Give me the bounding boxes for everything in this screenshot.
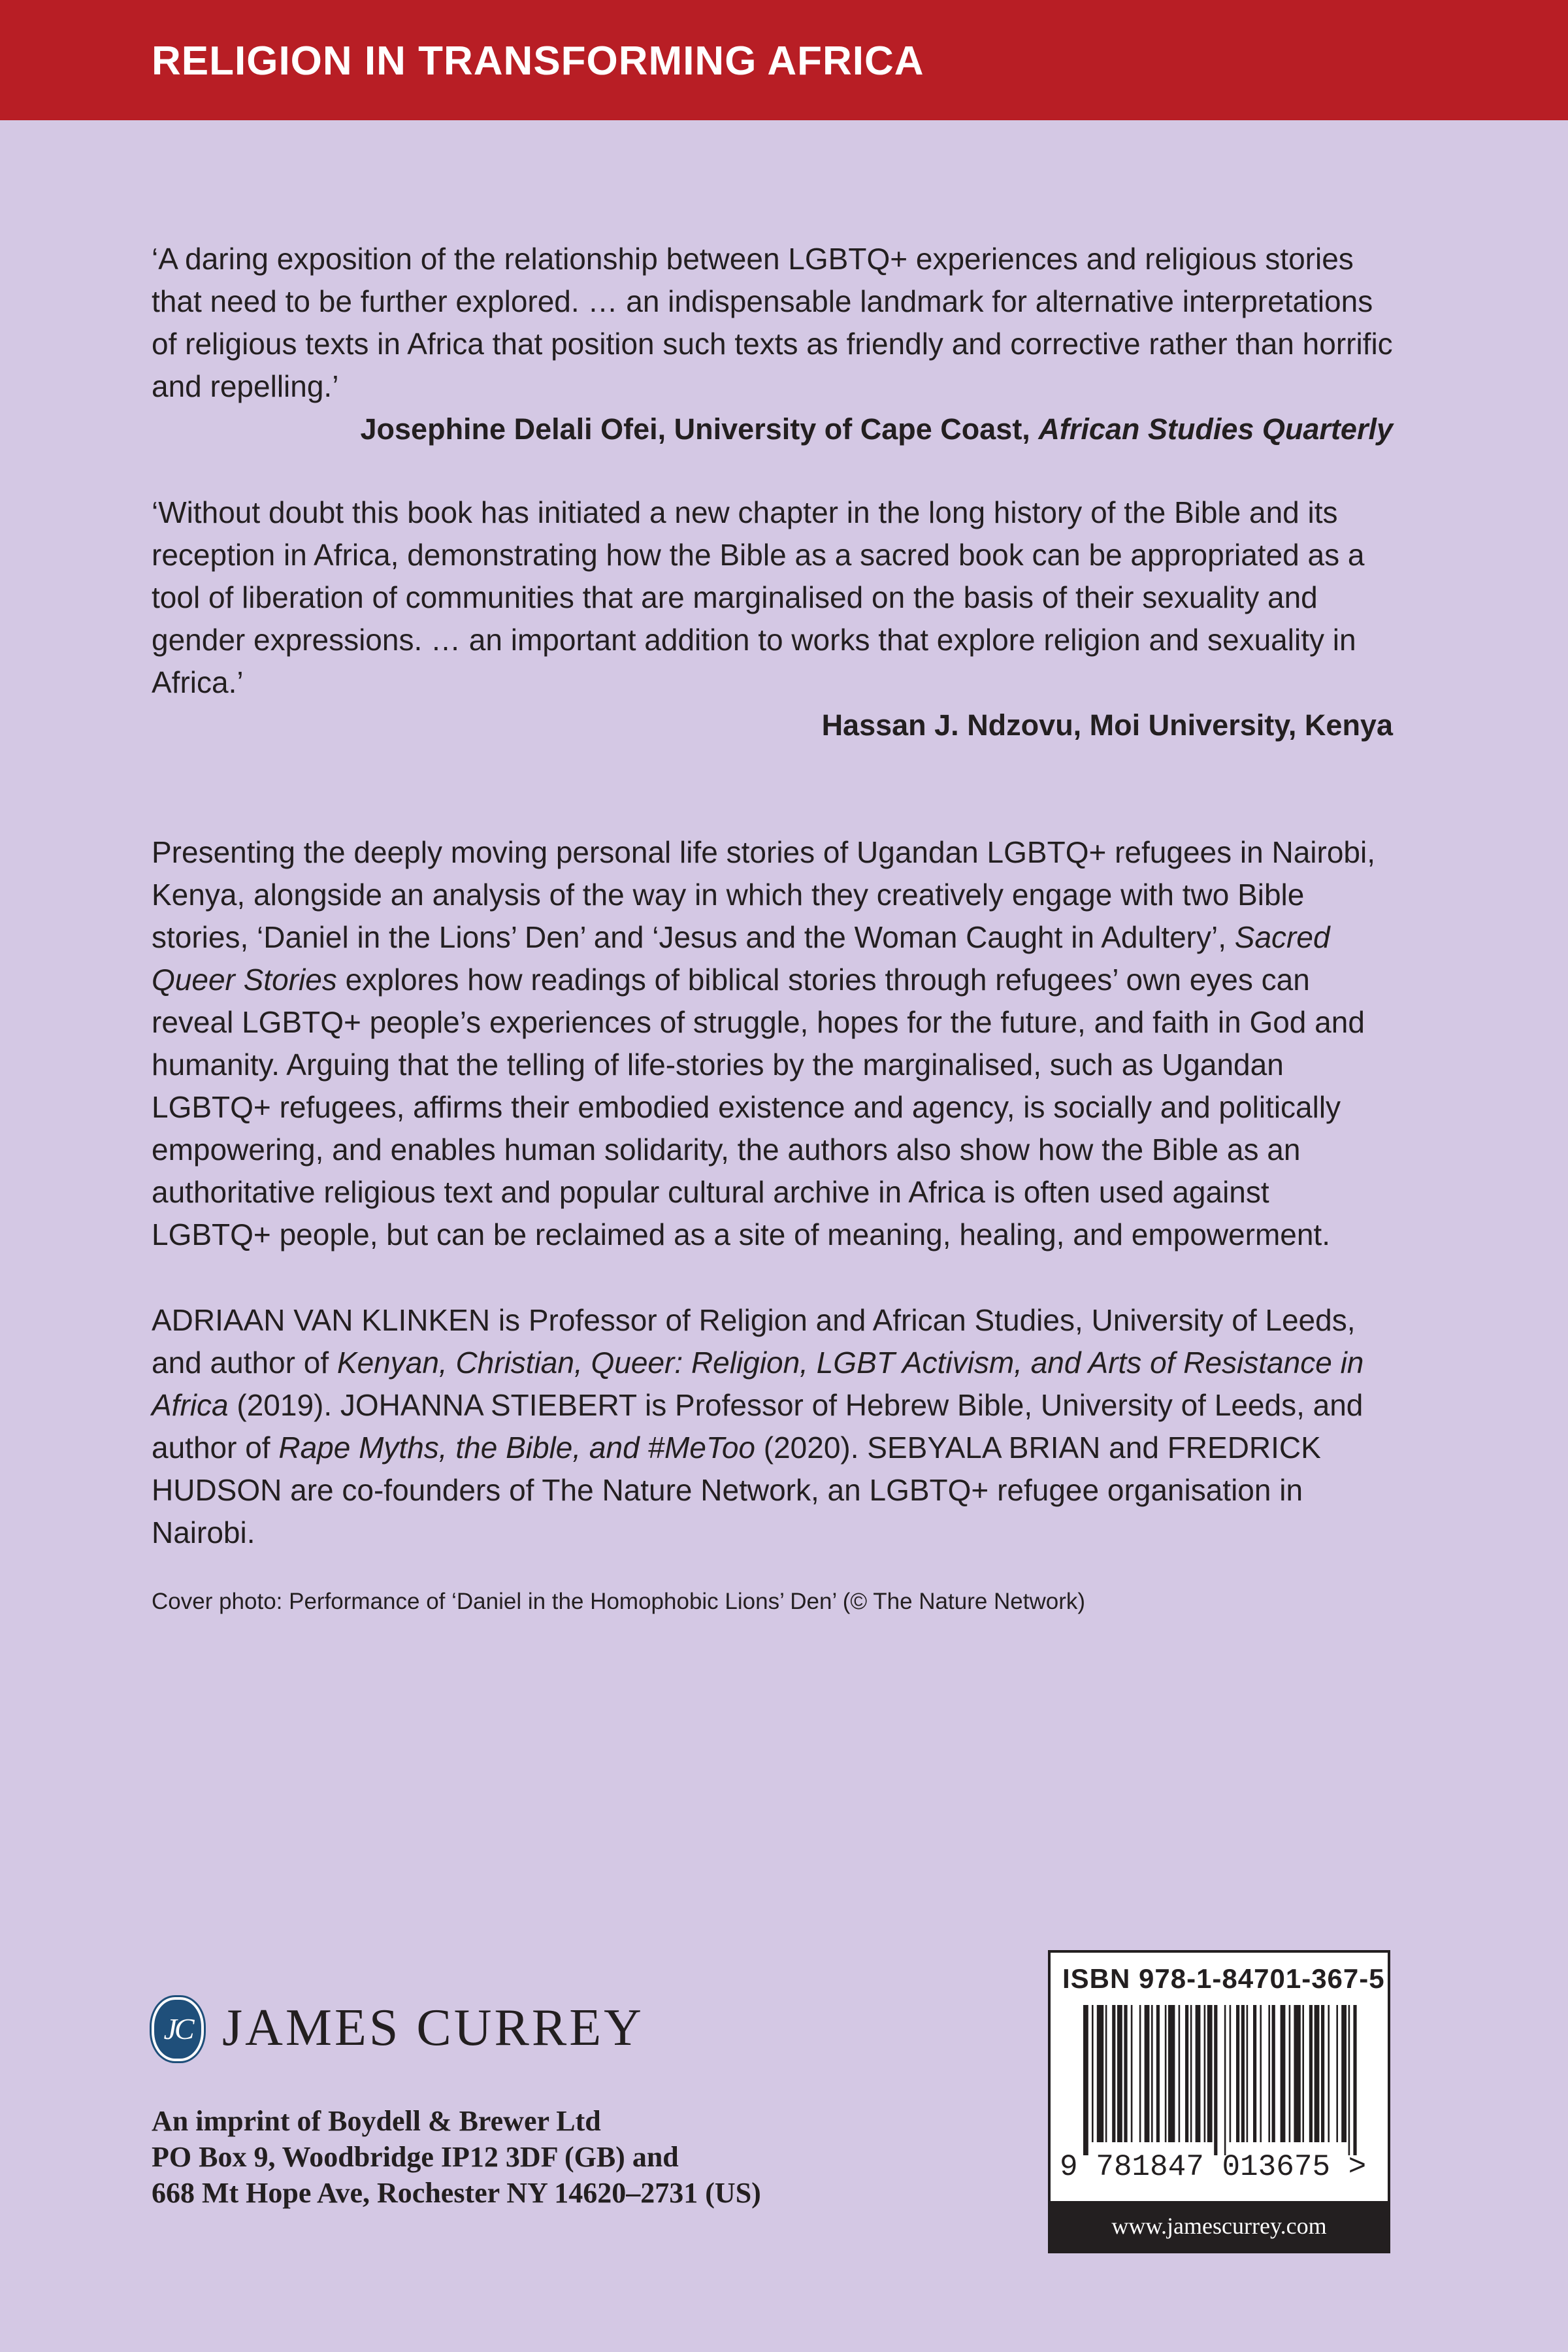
blurb-2-quote: ‘Without doubt this book has initiated a new chapter in the long history of the Bible and its reception in Africa, demonstrating how the Bible as a sacred book can be appropriated as a tool of liberation of communities that are marginalised on the basis of their sexuality and gender expressions. … an important addition to works that explore religion and sexuality in Africa.’ (152, 495, 1365, 699)
blurb-1-author: Josephine Delali Ofei, University of Cape Coast, (360, 412, 1030, 446)
isbn-number: ISBN 978-1-84701-367-5 (1062, 1963, 1385, 1994)
bio-part-1: ADRIAAN VAN KLINKEN is Professor of Religion and African Studies, University of Leeds, and author of (152, 1303, 1356, 1380)
barcode-bar (1156, 2005, 1160, 2142)
description-text (152, 831, 1393, 1256)
barcode-bar (1315, 2005, 1320, 2142)
barcode-bar (1151, 2005, 1153, 2142)
blurb-1-quote: ‘A daring exposition of the relationship between LGBTQ+ experiences and religious stories that need to be further explored. … an indispensable landmark for alternative interpretations of religious texts in Africa that position such texts as friendly and corrective rather than horrific and repelling.’ (152, 242, 1393, 403)
barcode-bar (1241, 2005, 1245, 2142)
logo-mark-letters: JC (163, 2012, 192, 2046)
book-ref-2: Rape Myths, the Bible, and #MeToo (278, 1431, 755, 1465)
barcode-bar (1097, 2005, 1103, 2142)
blurb-2 (152, 491, 1393, 746)
cover-credit-block (152, 1585, 1393, 1618)
bio-part-2: (2019). JOHANNA STIEBERT is Professor of Hebrew Bible, University of Leeds, and author of (152, 1388, 1364, 1465)
isbn-barcode (1048, 1950, 1390, 2253)
barcode-bar (1328, 2005, 1330, 2142)
barcode-bar (1083, 2005, 1088, 2155)
publisher-imprint (152, 2103, 761, 2211)
barcode-bar (1272, 2005, 1275, 2142)
publisher-name: JAMES CURREY (222, 1999, 644, 2057)
barcode-bar (1294, 2005, 1300, 2142)
barcode-digits: 9 781847 013675 > (1060, 2150, 1367, 2184)
imprint-line: PO Box 9, Woodbridge IP12 3DF (GB) and (152, 2141, 679, 2173)
barcode-bar (1341, 2005, 1347, 2142)
barcode-bar (1196, 2005, 1201, 2142)
barcode-bar (1281, 2005, 1286, 2142)
barcode-bar (1207, 2005, 1213, 2142)
barcode-bar (1092, 2005, 1094, 2142)
barcode-bar (1179, 2005, 1181, 2142)
barcode-bar (1336, 2005, 1338, 2142)
author-bios-text (152, 1299, 1393, 1554)
barcode-bar (1105, 2005, 1107, 2142)
barcode-bar (1204, 2005, 1206, 2142)
barcode-bar (1309, 2005, 1313, 2142)
book-title: Sacred Queer Stories (152, 920, 1330, 997)
barcode-bar (1145, 2005, 1150, 2142)
book-ref-1: Kenyan, Christian, Queer: Religion, LGBT Activism, and Arts of Resistance in Africa (152, 1346, 1364, 1422)
barcode-bar (1168, 2005, 1175, 2142)
barcode-bar (1131, 2005, 1133, 2142)
blurb-1-source: African Studies Quarterly (1038, 412, 1393, 446)
barcode-bar (1236, 2005, 1239, 2142)
barcode-bar (1348, 2005, 1350, 2155)
description-part-2: explores how readings of biblical stories through refugees’ own eyes can reveal LGBTQ+ people’s experiences of struggle, hopes for the future, and faith in God and humanity. Arguing that the telling of life-stories by the marginalised, such as Ugandan LGBTQ+ refugees, affirms their embodied existence and agency, is socially and politically empowering, and enables human solidarity, the authors also show how the Bible as an authoritative religious text and popular cultural archive in Africa is often used against LGBTQ+ people, but can be reclaimed as a site of meaning, healing, and empowerment. (152, 963, 1365, 1251)
barcode-bar (1289, 2005, 1291, 2142)
description-part-1: Presenting the deeply moving personal life stories of Ugandan LGBTQ+ refugees in Nairobi, Kenya, alongside an analysis of the way in which they creatively engage with two Bible stories, ‘Daniel in the Lions’ Den’ and ‘Jesus and the Woman Caught in Adultery’, (152, 835, 1375, 954)
barcode-bar (1214, 2005, 1217, 2155)
barcode-bar (1165, 2005, 1167, 2142)
barcode-bar (1353, 2005, 1356, 2155)
barcode-bar (1302, 2005, 1304, 2142)
barcode-bar (1185, 2005, 1188, 2142)
barcode-bar (1253, 2005, 1256, 2142)
imprint-line: 668 Mt Hope Ave, Rochester NY 14620–2731 (US) (152, 2177, 761, 2209)
publisher-website: www.jamescurrey.com (1051, 2201, 1388, 2251)
barcode-bar (1139, 2005, 1141, 2142)
blurb-2-author: Hassan J. Ndzovu, Moi University, Kenya (821, 708, 1393, 742)
series-banner (0, 0, 1568, 120)
blurb-1 (152, 238, 1393, 450)
barcode-bar (1190, 2005, 1192, 2142)
barcode-bar (1224, 2005, 1226, 2155)
imprint-line: An imprint of Boydell & Brewer Ltd (152, 2105, 601, 2137)
series-title: RELIGION IN TRANSFORMING AFRICA (152, 39, 924, 84)
blurb-1-attribution (152, 408, 1393, 450)
barcode-bar (1124, 2005, 1127, 2142)
author-bios (152, 1299, 1393, 1554)
barcode-bar (1247, 2005, 1249, 2142)
barcode-bar (1230, 2005, 1232, 2142)
barcode-bar (1268, 2005, 1270, 2142)
description (152, 831, 1393, 1256)
barcode-icon (1083, 2005, 1358, 2155)
barcode-bar (1112, 2005, 1115, 2142)
barcode-bar (1117, 2005, 1122, 2142)
barcode-bar (1321, 2005, 1324, 2142)
bio-part-3: (2020). SEBYALA BRIAN and FREDRICK HUDSON are co-founders of The Nature Network, an LGBTQ+ refugee organisation in Nairobi. (152, 1431, 1321, 1549)
barcode-bar (1260, 2005, 1262, 2142)
cover-credit: Cover photo: Performance of ‘Daniel in the Homophobic Lions’ Den’ (© The Nature Network) (152, 1589, 1086, 1614)
jc-logo-icon (152, 1997, 204, 2061)
